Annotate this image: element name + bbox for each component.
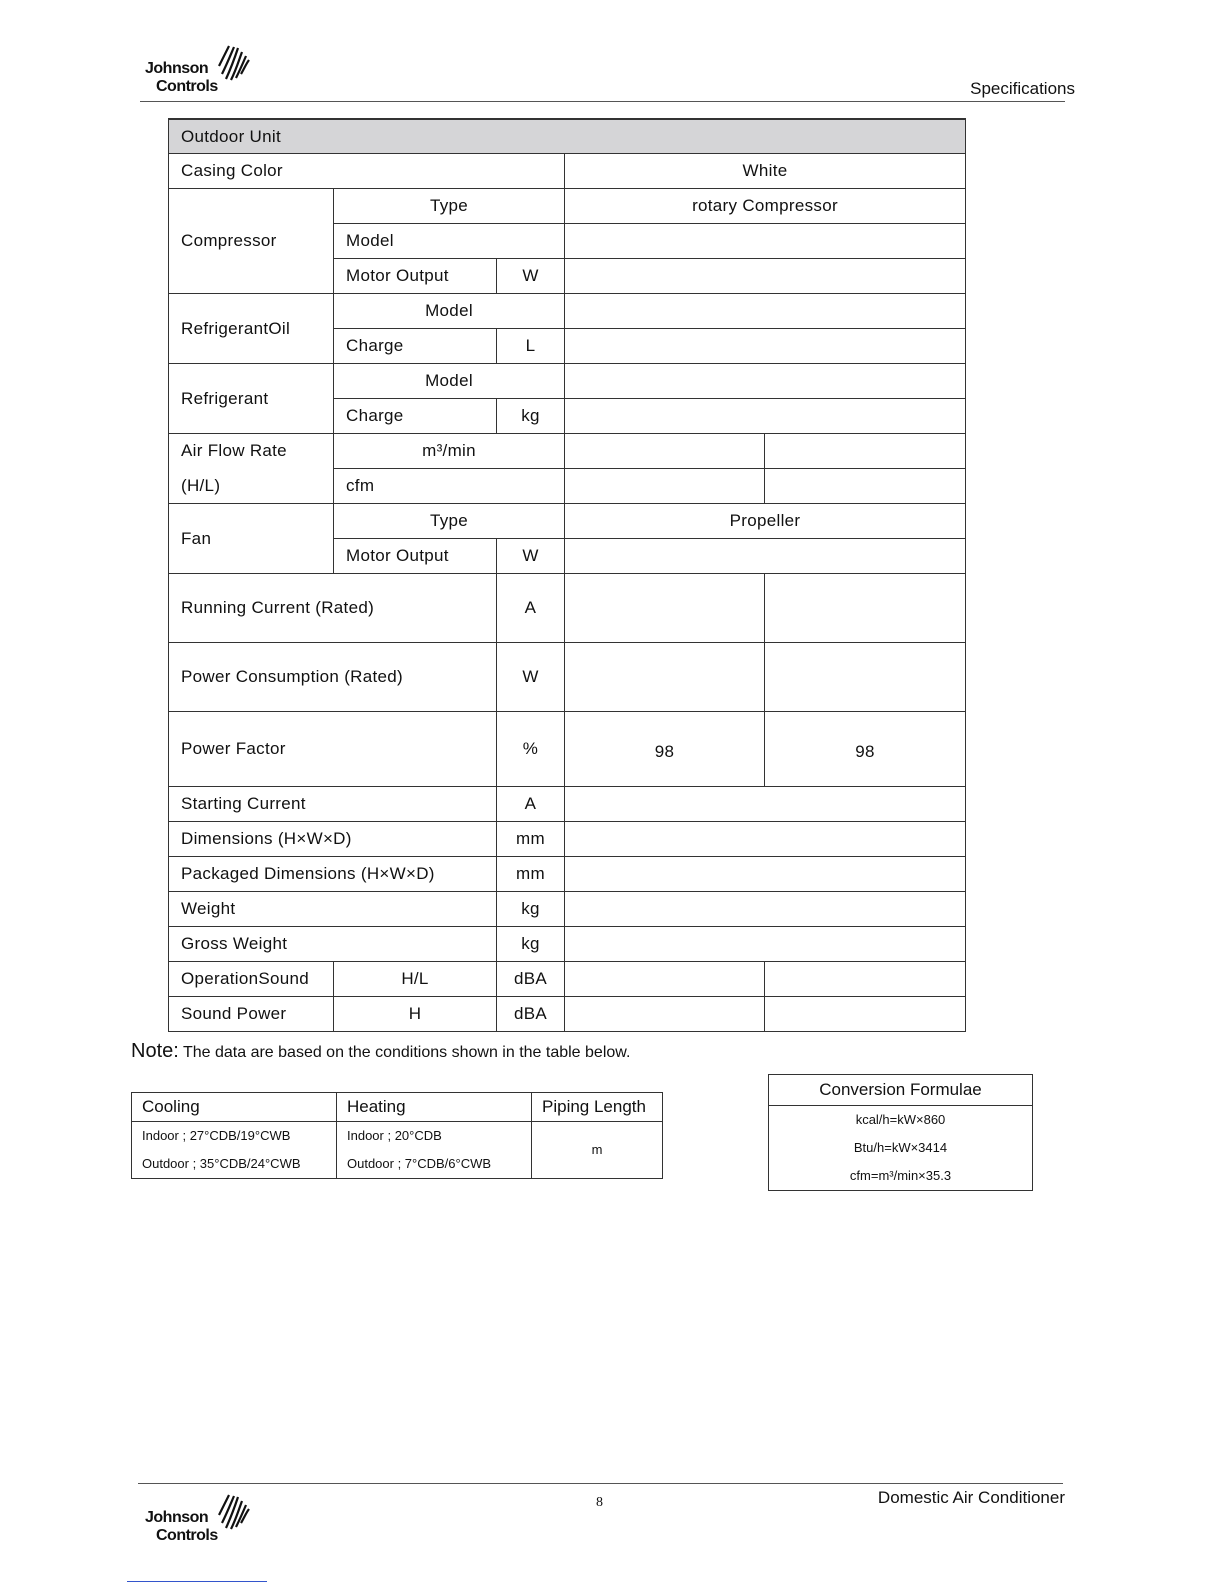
refrigerant-label: Refrigerant <box>169 364 334 434</box>
dimensions-value <box>565 822 966 857</box>
table-row <box>169 997 966 1032</box>
compressor-type-value: rotary Compressor <box>565 189 966 224</box>
conversion-formulas <box>769 1106 1033 1191</box>
logo-stripes-icon <box>217 44 253 82</box>
weight-value <box>565 892 966 927</box>
fan-motor-label: Motor Output <box>334 539 497 574</box>
power-factor-unit: % <box>497 712 565 787</box>
heating-header: Heating <box>337 1093 532 1122</box>
running-current-unit: A <box>497 574 565 643</box>
piping-length-header: Piping Length <box>532 1093 663 1122</box>
power-factor-label: Power Factor <box>169 712 497 787</box>
refrigerant-charge-label: Charge <box>334 399 497 434</box>
fan-motor-value <box>565 539 966 574</box>
table-row <box>169 504 966 539</box>
footer-document-title: Domestic Air Conditioner <box>877 1488 1065 1507</box>
compressor-motor-label: Motor Output <box>334 259 497 294</box>
cooling-outdoor: Outdoor ; 35°CDB/24°CWB <box>142 1156 301 1171</box>
power-consumption-heating <box>765 643 966 712</box>
fan-type-label: Type <box>334 504 565 539</box>
table-row <box>169 643 966 712</box>
table-row <box>169 294 966 329</box>
airflow-unit-2: cfm <box>334 469 565 504</box>
cooling-conditions <box>132 1122 337 1179</box>
table-row <box>132 1093 663 1122</box>
dimensions-unit: mm <box>497 822 565 857</box>
starting-current-value <box>565 787 966 822</box>
cooling-indoor: Indoor ; 27°CDB/19°CWB <box>142 1128 291 1143</box>
airflow-heating-value-2 <box>765 469 966 504</box>
fan-label: Fan <box>169 504 334 574</box>
heating-outdoor: Outdoor ; 7°CDB/6°CWB <box>347 1156 492 1171</box>
compressor-label: Compressor <box>169 189 334 294</box>
logo-text-johnson: Johnson <box>145 60 209 77</box>
gross-weight-unit: kg <box>497 927 565 962</box>
table-row <box>169 927 966 962</box>
logo-text-controls: Controls <box>156 78 218 95</box>
table-row <box>769 1106 1033 1191</box>
oil-label: RefrigerantOil <box>169 294 334 364</box>
refrigerant-charge-unit: kg <box>497 399 565 434</box>
formula-btu: Btu/h=kW×3414 <box>853 1140 948 1155</box>
compressor-motor-value <box>565 259 966 294</box>
conversion-formulae-table <box>768 1074 1033 1191</box>
power-consumption-label: Power Consumption (Rated) <box>169 643 497 712</box>
table-row <box>169 189 966 224</box>
weight-unit: kg <box>497 892 565 927</box>
heating-indoor: Indoor ; 20°CDB <box>347 1128 442 1143</box>
airflow-label-2: (H/L) <box>169 469 334 504</box>
running-current-heating <box>765 574 966 643</box>
oil-charge-value <box>565 329 966 364</box>
fan-type-value: Propeller <box>565 504 966 539</box>
conditions-table <box>131 1092 663 1179</box>
gross-weight-label: Gross Weight <box>169 927 497 962</box>
refrigerant-model-label: Model <box>334 364 565 399</box>
header-rule <box>140 101 1065 102</box>
refrigerant-model-value <box>565 364 966 399</box>
table-row <box>169 574 966 643</box>
conversion-title: Conversion Formulae <box>769 1075 1033 1106</box>
oil-model-value <box>565 294 966 329</box>
refrigerant-charge-value <box>565 399 966 434</box>
dimensions-label: Dimensions (H×W×D) <box>169 822 497 857</box>
piping-length-unit: m <box>532 1122 663 1179</box>
power-factor-cooling: 98 <box>565 712 765 787</box>
table-row <box>169 857 966 892</box>
casing-color-value: White <box>565 154 966 189</box>
starting-current-label: Starting Current <box>169 787 497 822</box>
compressor-model-value <box>565 224 966 259</box>
airflow-cooling-value-1 <box>565 434 765 469</box>
casing-color-label: Casing Color <box>169 154 565 189</box>
table-row <box>169 962 966 997</box>
cooling-header: Cooling <box>132 1093 337 1122</box>
sound-power-label: Sound Power <box>169 997 334 1032</box>
oil-model-label: Model <box>334 294 565 329</box>
table-row <box>132 1122 663 1179</box>
formula-cfm: cfm=m³/min×35.3 <box>849 1168 952 1183</box>
heating-conditions <box>337 1122 532 1179</box>
page-number: 8 <box>596 1495 603 1510</box>
power-consumption-unit: W <box>497 643 565 712</box>
compressor-model-label: Model <box>334 224 565 259</box>
running-current-label: Running Current (Rated) <box>169 574 497 643</box>
footer-rule <box>138 1483 1063 1484</box>
johnson-controls-logo <box>143 44 263 100</box>
table-row <box>169 154 966 189</box>
oil-charge-unit: L <box>497 329 565 364</box>
power-consumption-cooling <box>565 643 765 712</box>
running-current-cooling <box>565 574 765 643</box>
fan-motor-unit: W <box>497 539 565 574</box>
oil-charge-label: Charge <box>334 329 497 364</box>
sound-power-cooling <box>565 997 765 1032</box>
footer-johnson-controls-logo <box>143 1493 263 1549</box>
sound-power-mode: H <box>334 997 497 1032</box>
table-title: Outdoor Unit <box>169 119 966 154</box>
sound-power-unit: dBA <box>497 997 565 1032</box>
footer-link-underline <box>127 1581 267 1582</box>
table-row <box>169 712 966 787</box>
weight-label: Weight <box>169 892 497 927</box>
operation-sound-label: OperationSound <box>169 962 334 997</box>
packaged-dimensions-label: Packaged Dimensions (H×W×D) <box>169 857 497 892</box>
section-title: Specifications <box>970 79 1075 98</box>
note-prefix: Note: <box>131 1040 179 1062</box>
sound-power-heating <box>765 997 966 1032</box>
operation-sound-heating <box>765 962 966 997</box>
table-row <box>169 892 966 927</box>
table-row <box>169 469 966 504</box>
compressor-type-label: Type <box>334 189 565 224</box>
power-factor-heating: 98 <box>765 712 966 787</box>
operation-sound-unit: dBA <box>497 962 565 997</box>
airflow-unit-1: m³/min <box>334 434 565 469</box>
packaged-dimensions-unit: mm <box>497 857 565 892</box>
airflow-label-1: Air Flow Rate <box>169 434 334 469</box>
table-row <box>169 822 966 857</box>
table-row <box>769 1075 1033 1106</box>
logo-stripes-icon <box>217 1493 253 1531</box>
packaged-dimensions-value <box>565 857 966 892</box>
airflow-heating-value-1 <box>765 434 966 469</box>
logo-text-johnson: Johnson <box>145 1509 209 1526</box>
logo-text-controls: Controls <box>156 1527 218 1544</box>
table-row <box>169 364 966 399</box>
table-row <box>169 119 966 154</box>
airflow-cooling-value-2 <box>565 469 765 504</box>
table-row <box>169 787 966 822</box>
table-row <box>169 434 966 469</box>
note-text: The data are based on the conditions shown in the table below. <box>178 1044 631 1061</box>
starting-current-unit: A <box>497 787 565 822</box>
compressor-motor-unit: W <box>497 259 565 294</box>
formula-kcal: kcal/h=kW×860 <box>855 1112 946 1127</box>
operation-sound-cooling <box>565 962 765 997</box>
operation-sound-mode: H/L <box>334 962 497 997</box>
gross-weight-value <box>565 927 966 962</box>
note-line <box>131 1040 630 1063</box>
outdoor-unit-spec-table <box>168 118 966 1032</box>
